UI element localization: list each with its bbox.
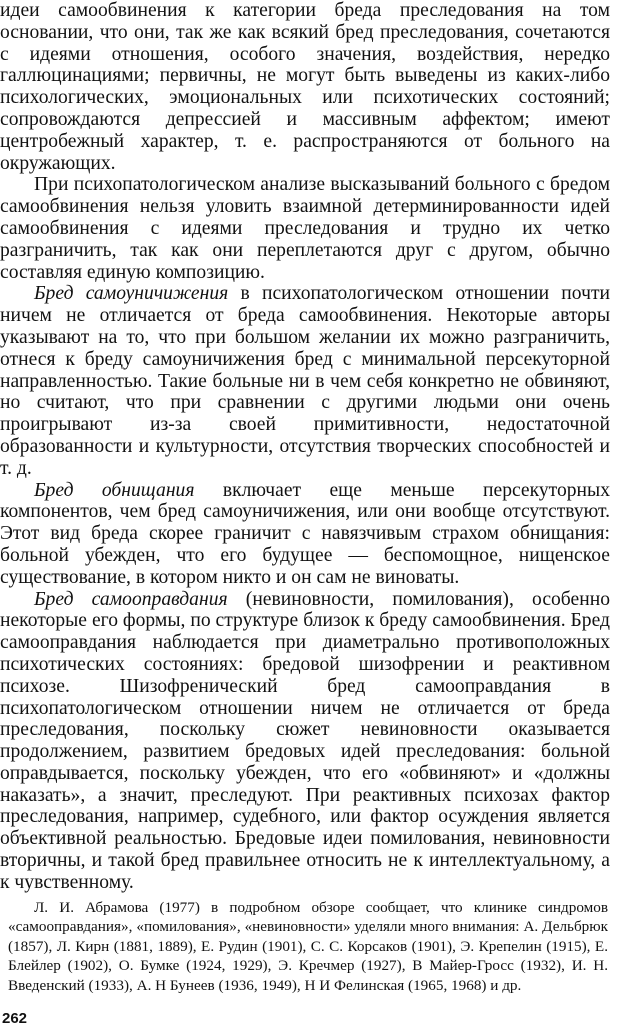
paragraph-4-emphasis: Бред обнищания	[34, 479, 195, 501]
paragraph-5-emphasis: Бред самооправдания	[34, 588, 228, 610]
paragraph-4	[0, 480, 610, 589]
paragraph-3	[0, 283, 610, 479]
page-number: 262	[2, 1010, 28, 1027]
paragraph-5-text: (невиновности, помилования), особенно некоторые его формы, по структуре близок к бреду самообвинения. Бред самооправдания наблюдается при диаметрально противоположных психотических состояниях: бредовой шизофрении и реактивном психозе. Шизофренический бред самооправдания в психопатологическом отношении ничем не отличается от бреда преследования, поскольку сюжет невиновности оказывается продолжением, развитием бредовых идей преследования: больной оправдывается, поскольку убежден, что его «обвиняют» и «должны наказать», а значит, преследуют. При реактивных психозах фактор преследования, например, судебного, или фактор осуждения является объективной реальностью. Бредовые идеи помилования, невиновности вторичны, и такой бред правильнее относить не к интеллектуальному, а к чувственному.	[0, 588, 610, 893]
paragraph-2	[0, 174, 610, 283]
paragraph-3-emphasis: Бред самоуничижения	[34, 283, 229, 305]
paragraph-3-text: в психопатологическом отношении почти ничем не отличается от бреда самообвинения. Некоторые авторы указывают на то, что при большом желании их можно разграничить, отнеся к бреду самоуничижения бред с минимальной персекуторной направленностью. Такие больные ни в чем себя конкретно не обвиняют, но считают, что при сравнении с другими людьми они очень проигрывают из-за своей примитивности, недостаточной образованности и культурности, отсутствия творческих способностей и т. д.	[0, 283, 610, 479]
paragraph-1	[0, 0, 610, 174]
paragraph-5	[0, 589, 610, 894]
paragraph-2-text: При психопатологическом анализе высказываний больного с бредом самообвинения нельзя уловить взаимной детерминированности идей самообвинения с идеями преследования и трудно их четко разграничить, так как они переплетаются друг с другом, обычно составляя единую композицию.	[0, 174, 610, 283]
footnote: Л. И. Абрамова (1977) в подробном обзоре сообщает, что клинике синдромов «самооправдания», «помилования», «невиновности» уделяли много внимания: А. Дельбрюк (1857), Л. Кирн (1881, 1889), Е. Рудин (1901), С. С. Корсаков (1901), Э. Крепелин (1915), Е. Блейлер (1902), О. Бумке (1924, 1929), Э. Кречмер (1927), В Майер-Гросс (1932), И. Н. Введенский (1933), А. Н Бунеев (1936, 1949), Н И Фелинская (1965, 1968) и др.	[8, 899, 608, 994]
paragraph-1-text: идеи самообвинения к категории бреда преследования на том основании, что они, так же как всякий бред преследования, сочетаются с идеями отношения, особого значения, воздействия, нередко галлюцинациями; первичны, не могут быть выведены из каких-либо психологических, эмоциональных или психотических состояний; сопровождаются депрессией и массивным аффектом; имеют центробежный характер, т. е. распространяются от больного на окружающих.	[0, 0, 610, 174]
paragraph-4-text: включает еще меньше персекуторных компонентов, чем бред самоуничижения, или они вообще отсутствуют. Этот вид бреда скорее граничит с навязчивым страхом обнищания: больной убежден, что его будущее — беспомощное, нищенское существование, в котором никто и он сам не виноваты.	[0, 479, 611, 588]
